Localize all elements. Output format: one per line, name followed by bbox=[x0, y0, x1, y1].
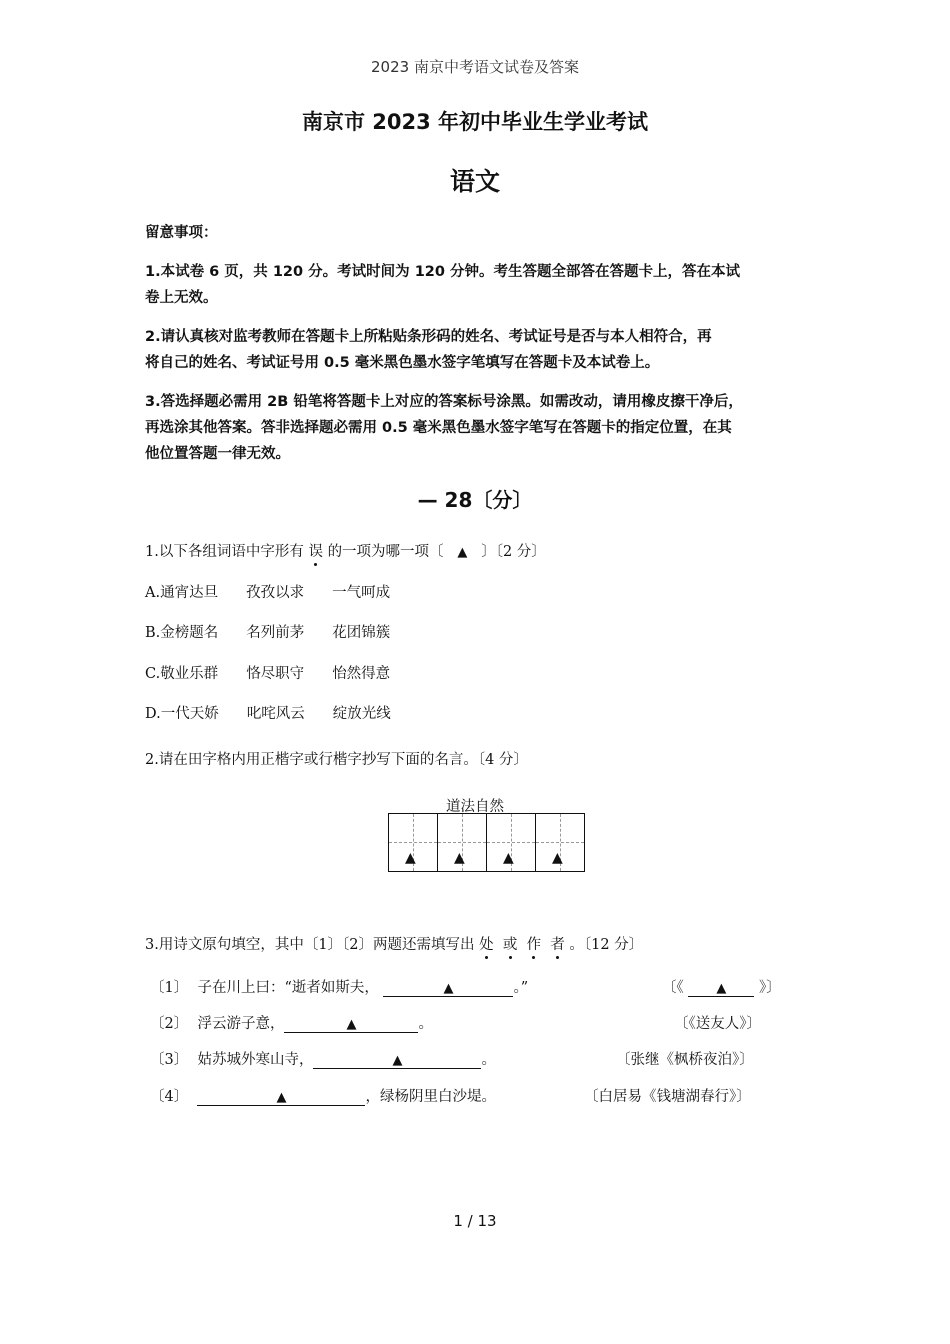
notice-heading: 留意事项： bbox=[145, 225, 218, 241]
option-label: C. bbox=[145, 666, 161, 682]
notice-item-1-line-1: 1.本试卷 6 页，共 120 分。考试时间为 120 分钟。考生答题全部答在答题卡上，答在本试 bbox=[145, 264, 741, 280]
q1-suffix: 〕〔2 分〕 bbox=[481, 544, 546, 560]
q1-option-d bbox=[145, 702, 391, 723]
tianzige-grid bbox=[388, 813, 588, 872]
item-text: 浮云游子意， bbox=[197, 1016, 285, 1032]
item-number: 〔2〕 bbox=[150, 1016, 189, 1032]
q3-emphasis-char: 作 bbox=[527, 933, 542, 954]
answer-marker-icon: ▲ bbox=[454, 850, 465, 866]
answer-blank[interactable] bbox=[197, 1089, 365, 1106]
answer-blank[interactable] bbox=[313, 1052, 481, 1069]
tianzige-cell[interactable] bbox=[535, 813, 585, 872]
notice-item-3-line-2: 再选涂其他答案。答非选择题必需用 0.5 毫米黑色墨水签字笔写在答题卡的指定位置，在其 bbox=[145, 420, 732, 436]
q1-option-c bbox=[145, 662, 390, 683]
section-heading: — 28〔分〕 bbox=[417, 488, 533, 512]
item-number: 〔1〕 bbox=[150, 980, 189, 996]
answer-marker-icon: ▲ bbox=[457, 545, 468, 560]
option-label: A. bbox=[145, 585, 161, 601]
q1-option-a bbox=[145, 581, 390, 602]
q2-stem: 2.请在田字格内用正楷字或行楷字抄写下面的名言。〔4 分〕 bbox=[145, 752, 528, 768]
q3-emphasis-char: 或 bbox=[503, 933, 518, 954]
option-label: B. bbox=[145, 625, 161, 641]
item-number: 〔4〕 bbox=[150, 1089, 189, 1105]
q3-emphasis-char: 处 bbox=[479, 933, 494, 954]
item-text: 。 bbox=[418, 1016, 433, 1032]
option-word: 金榜题名 bbox=[160, 625, 219, 641]
q1-emphasis-char: 误 bbox=[308, 540, 323, 561]
grid-guide bbox=[487, 842, 535, 843]
q3-item-2-source: 〔《送友人》〕 bbox=[674, 1016, 761, 1032]
option-word: 通宵达旦 bbox=[160, 585, 219, 601]
option-word: 一气呵成 bbox=[332, 585, 391, 601]
source-blank[interactable] bbox=[688, 980, 754, 997]
running-header: 2023 南京中考语文试卷及答案 bbox=[371, 58, 579, 76]
notice-item-1-line-2: 卷上无效。 bbox=[145, 290, 218, 306]
answer-marker-icon: ▲ bbox=[276, 1090, 287, 1105]
notice-item-2-line-2: 将自己的姓名、考试证号用 0.5 毫米黑色墨水签字笔填写在答题卡及本试卷上。 bbox=[145, 355, 660, 371]
option-word: 绽放光线 bbox=[332, 706, 391, 722]
item-text: ，绿杨阴里白沙堤。 bbox=[365, 1089, 496, 1105]
source-bracket: 》〕 bbox=[758, 980, 781, 996]
q3-item-2 bbox=[150, 1012, 433, 1033]
answer-marker-icon: ▲ bbox=[346, 1017, 357, 1032]
q3-item-4 bbox=[150, 1085, 496, 1106]
answer-marker-icon: ▲ bbox=[503, 850, 514, 866]
item-text: 。” bbox=[513, 980, 529, 996]
q3-item-3 bbox=[150, 1048, 496, 1069]
grid-guide bbox=[389, 842, 437, 843]
notice-item-3-line-1: 3.答选择题必需用 2B 铅笔将答题卡上对应的答案标号涂黑。如需改动，请用橡皮擦干净后， bbox=[145, 394, 743, 410]
q3-item-1 bbox=[150, 976, 528, 997]
q3-suffix: 。〔12 分〕 bbox=[569, 937, 644, 953]
grid-guide bbox=[536, 842, 584, 843]
option-word: 怡然得意 bbox=[332, 666, 391, 682]
notice-item-2-line-1: 2.请认真核对监考教师在答题卡上所粘贴条形码的姓名、考试证号是否与本人相符合，再 bbox=[145, 329, 712, 345]
q3-prefix: 3.用诗文原句填空，其中〔1〕〔2〕两题还需填写出 bbox=[145, 937, 475, 953]
grid-guide bbox=[438, 842, 486, 843]
option-word: 名列前茅 bbox=[246, 625, 305, 641]
option-word: 一代天娇 bbox=[160, 706, 219, 722]
q3-item-3-source: 〔张继《枫桥夜泊》〕 bbox=[616, 1052, 754, 1068]
tianzige-cell[interactable] bbox=[437, 813, 487, 872]
notice-item-3-line-3: 他位置答题一律无效。 bbox=[145, 446, 290, 462]
answer-marker-icon: ▲ bbox=[552, 850, 563, 866]
item-text: 。 bbox=[481, 1052, 496, 1068]
option-label: D. bbox=[145, 706, 161, 722]
answer-marker-icon: ▲ bbox=[443, 981, 454, 996]
answer-blank[interactable] bbox=[383, 980, 513, 997]
option-word: 恪尽职守 bbox=[246, 666, 305, 682]
item-text: 子在川上曰：“逝者如斯夫， bbox=[197, 980, 379, 996]
option-word: 花团锦簇 bbox=[332, 625, 391, 641]
q1-stem bbox=[145, 540, 546, 561]
q1-mid: 的一项为哪一项〔 bbox=[327, 544, 444, 560]
item-number: 〔3〕 bbox=[150, 1052, 189, 1068]
q3-emphasis-char: 者 bbox=[550, 933, 565, 954]
option-word: 敬业乐群 bbox=[160, 666, 219, 682]
option-word: 叱咤风云 bbox=[246, 706, 305, 722]
tianzige-cell[interactable] bbox=[388, 813, 438, 872]
answer-marker-icon: ▲ bbox=[392, 1053, 403, 1068]
answer-blank[interactable] bbox=[284, 1016, 418, 1033]
q3-item-1-source bbox=[662, 976, 781, 997]
page-number: 1 / 13 bbox=[453, 1212, 497, 1230]
answer-marker-icon: ▲ bbox=[716, 981, 727, 996]
tianzige-cell[interactable] bbox=[486, 813, 536, 872]
answer-marker-icon: ▲ bbox=[405, 850, 416, 866]
q1-prefix: 1.以下各组词语中字形有 bbox=[145, 544, 304, 560]
option-word: 孜孜以求 bbox=[246, 585, 305, 601]
exam-title: 南京市 2023 年初中毕业生学业考试 bbox=[301, 110, 649, 134]
q1-option-b bbox=[145, 621, 390, 642]
q2-quote: 道法自然 bbox=[446, 799, 504, 815]
source-bracket: 〔《 bbox=[662, 980, 684, 996]
subject-title: 语文 bbox=[449, 167, 500, 196]
item-text: 姑苏城外寒山寺， bbox=[197, 1052, 314, 1068]
q3-stem bbox=[145, 933, 643, 954]
q3-item-4-source: 〔白居易《钱塘湖春行》〕 bbox=[584, 1089, 751, 1105]
